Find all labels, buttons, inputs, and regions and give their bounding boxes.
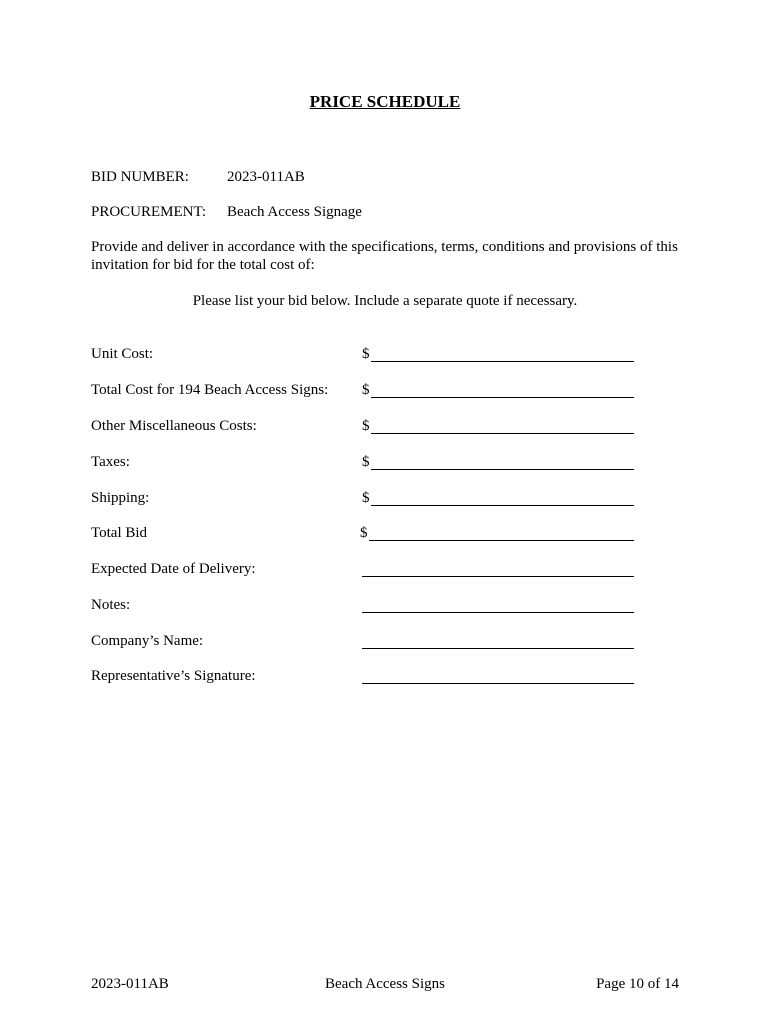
total-bid-dollar-sign: $ — [360, 525, 368, 541]
unit-cost-label: Unit Cost: — [91, 346, 154, 362]
bid-instruction: Please list your bid below. Include a separate quote if necessary. — [192, 293, 578, 309]
company-name-label: Company’s Name: — [91, 633, 204, 649]
signature-label: Representative’s Signature: — [91, 668, 256, 684]
shipping-label: Shipping: — [91, 490, 150, 506]
total-cost-input-line[interactable] — [371, 397, 634, 398]
shipping-input-line[interactable] — [371, 505, 634, 506]
taxes-dollar-sign: $ — [362, 454, 370, 470]
notes-label: Notes: — [91, 597, 131, 613]
procurement-label: PROCUREMENT: — [91, 204, 207, 220]
misc-costs-label: Other Miscellaneous Costs: — [91, 418, 257, 434]
misc-costs-input-line[interactable] — [371, 433, 634, 434]
footer-document-title: Beach Access Signs — [325, 976, 445, 992]
total-bid-input-line[interactable] — [369, 540, 634, 541]
intro-paragraph: Provide and deliver in accordance with the specifications, terms, conditions and provisions of this invitation for bid for the total cost of: — [91, 239, 678, 273]
misc-costs-dollar-sign: $ — [362, 418, 370, 434]
shipping-dollar-sign: $ — [362, 490, 370, 506]
notes-input-line[interactable] — [362, 612, 634, 613]
taxes-label: Taxes: — [91, 454, 130, 470]
footer-bid-number: 2023-011AB — [91, 976, 169, 992]
signature-input-line[interactable] — [362, 683, 634, 684]
unit-cost-dollar-sign: $ — [362, 346, 370, 362]
procurement-value: Beach Access Signage — [227, 204, 362, 220]
page-title: PRICE SCHEDULE — [309, 92, 461, 111]
bid-number-value: 2023-011AB — [227, 169, 305, 185]
unit-cost-input-line[interactable] — [371, 361, 634, 362]
total-cost-label: Total Cost for 194 Beach Access Signs: — [91, 382, 329, 398]
delivery-date-input-line[interactable] — [362, 576, 634, 577]
delivery-date-label: Expected Date of Delivery: — [91, 561, 256, 577]
taxes-input-line[interactable] — [371, 469, 634, 470]
company-name-input-line[interactable] — [362, 648, 634, 649]
bid-number-label: BID NUMBER: — [91, 169, 189, 185]
total-cost-dollar-sign: $ — [362, 382, 370, 398]
footer-page-number: Page 10 of 14 — [596, 976, 679, 992]
total-bid-label: Total Bid — [91, 525, 148, 541]
